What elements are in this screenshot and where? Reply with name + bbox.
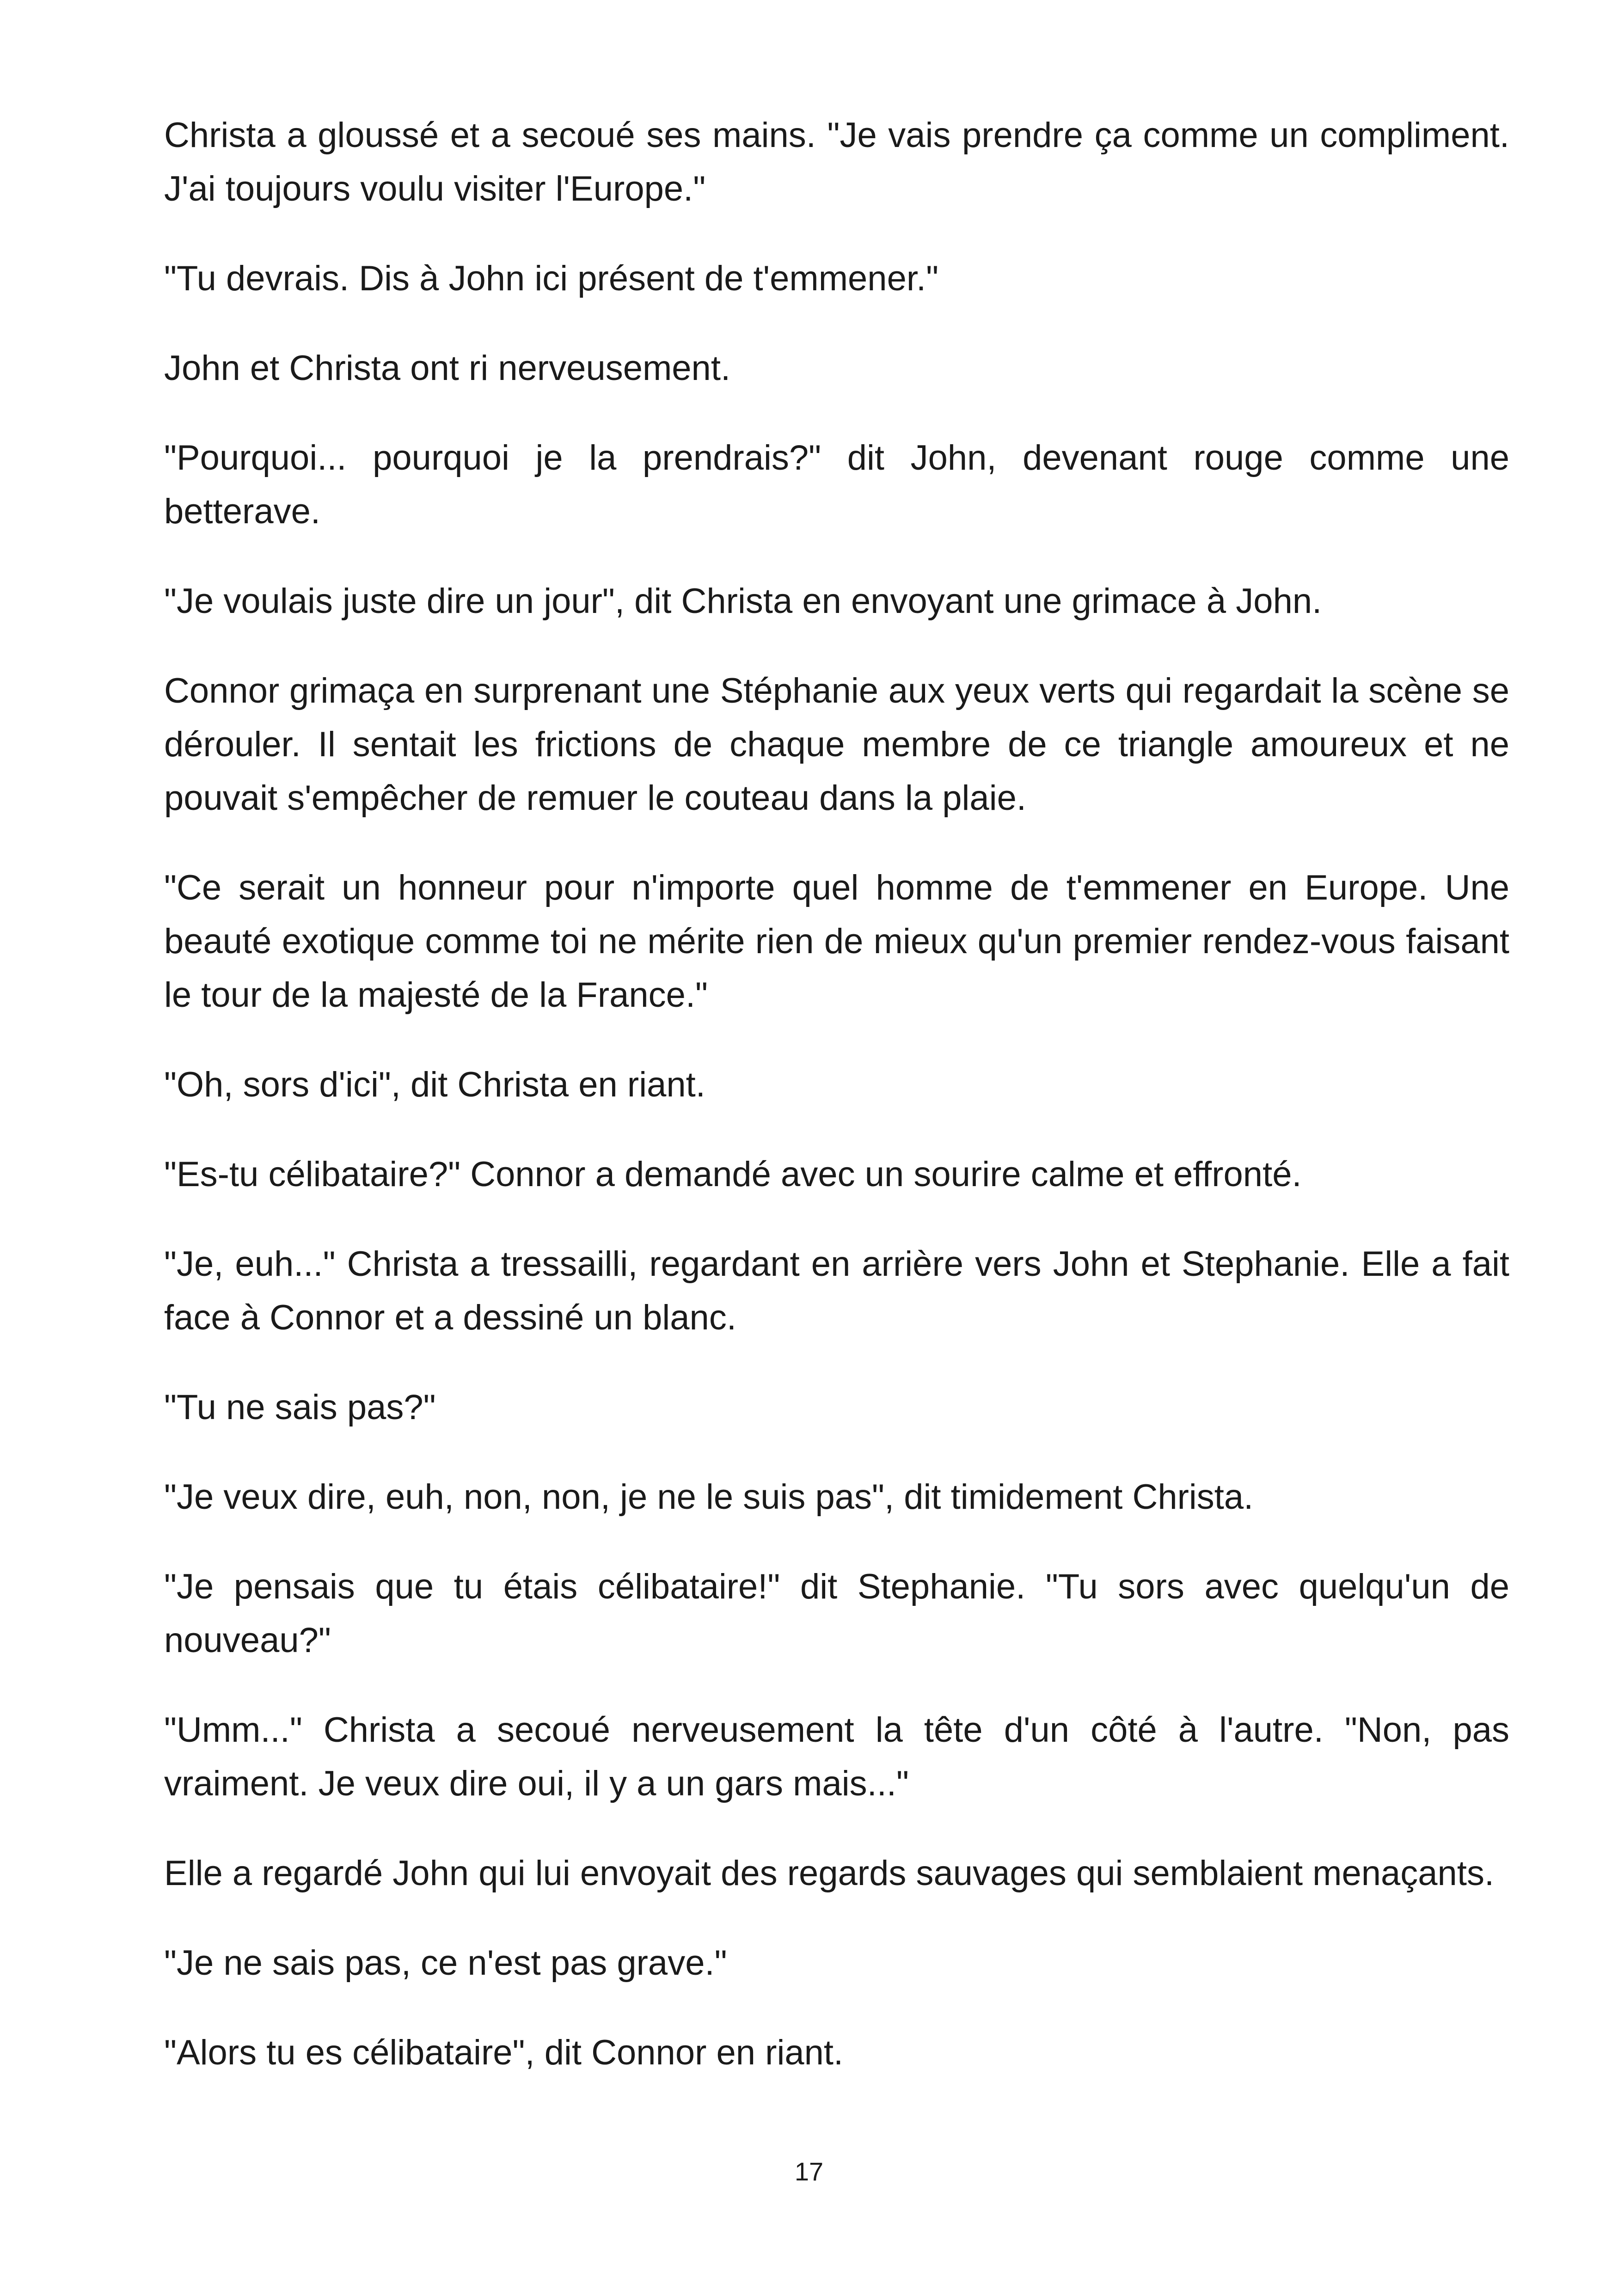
paragraph: Christa a gloussé et a secoué ses mains. "Je vais prendre ça comme un compliment. J'ai toujours voulu visiter l'Europe." xyxy=(164,116,1509,208)
paragraph: "Pourquoi... pourquoi je la prendrais?" dit John, devenant rouge comme une betterave. xyxy=(164,438,1509,531)
page-number: 17 xyxy=(794,2157,824,2186)
paragraph: "Je pensais que tu étais célibataire!" dit Stephanie. "Tu sors avec quelqu'un de nouveau?" xyxy=(164,1567,1509,1660)
paragraph: "Es-tu célibataire?" Connor a demandé avec un sourire calme et effronté. xyxy=(164,1155,1302,1194)
paragraph: John et Christa ont ri nerveusement. xyxy=(164,349,731,388)
paragraph: "Je ne sais pas, ce n'est pas grave." xyxy=(164,1943,727,1983)
paragraph: Elle a regardé John qui lui envoyait des regards sauvages qui semblaient menaçants. xyxy=(164,1854,1495,1893)
paragraph: "Je voulais juste dire un jour", dit Christa en envoyant une grimace à John. xyxy=(164,582,1322,621)
paragraph: "Oh, sors d'ici", dit Christa en riant. xyxy=(164,1065,705,1104)
paragraph: "Je veux dire, euh, non, non, je ne le suis pas", dit timidement Christa. xyxy=(164,1477,1254,1517)
paragraph: "Tu ne sais pas?" xyxy=(164,1388,436,1427)
paragraph: Connor grimaça en surprenant une Stéphanie aux yeux verts qui regardait la scène se dérouler. Il sentait les frictions de chaque membre de ce triangle amoureux et ne pouvait s'empêcher de remuer le couteau dans la plaie. xyxy=(164,671,1509,818)
paragraph: "Ce serait un honneur pour n'importe quel homme de t'emmener en Europe. Une beauté exotique comme toi ne mérite rien de mieux qu'un premier rendez-vous faisant le tour de la majesté de la France." xyxy=(164,868,1509,1015)
paragraph: "Tu devrais. Dis à John ici présent de t'emmener." xyxy=(164,259,939,298)
paragraph: "Umm..." Christa a secoué nerveusement la tête d'un côté à l'autre. "Non, pas vraiment. Je veux dire oui, il y a un gars mais..." xyxy=(164,1710,1509,1803)
body-text xyxy=(164,109,1509,2116)
paragraph: "Je, euh..." Christa a tressailli, regardant en arrière vers John et Stephanie. Elle a fait face à Connor et a dessiné un blanc. xyxy=(164,1244,1509,1337)
paragraph: "Alors tu es célibataire", dit Connor en riant. xyxy=(164,2033,844,2072)
